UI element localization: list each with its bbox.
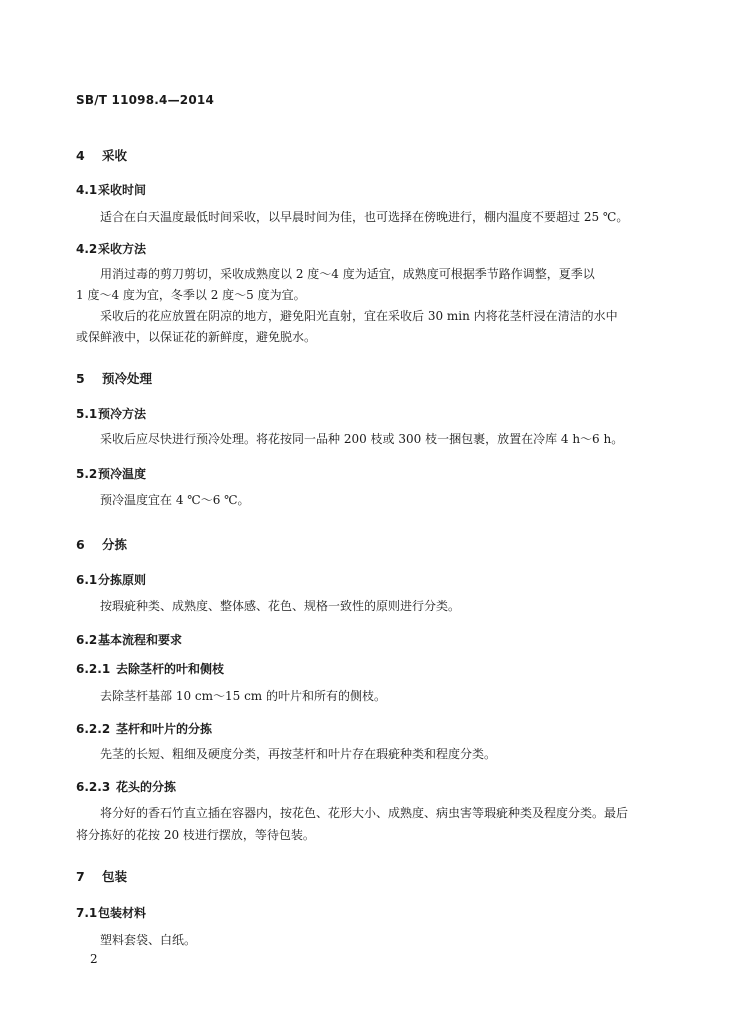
section-7-heading <box>76 867 127 885</box>
section-number: 5.2 <box>76 467 98 481</box>
section-number: 5.1 <box>76 407 98 421</box>
paragraph: 去除茎杆基部 10 cm～15 cm 的叶片和所有的侧枝。 <box>100 689 386 703</box>
section-title: 预冷方法 <box>98 407 147 421</box>
section-number: 6.2.1 <box>76 662 111 676</box>
section-title: 采收 <box>102 148 128 163</box>
section-title: 去除茎杆的叶和侧枝 <box>116 662 225 676</box>
section-title: 花头的分拣 <box>116 780 177 794</box>
section-title: 包装 <box>102 869 128 884</box>
section-5-2-heading <box>76 465 146 482</box>
section-6-2-heading <box>76 631 182 648</box>
paragraph-line: 将分好的香石竹直立插在容器内，按花色、花形大小、成熟度、病虫害等瑕疵种类及程度分类。最后 <box>100 806 629 820</box>
section-6-2-2-heading <box>76 720 212 737</box>
paragraph: 按瑕疵种类、成熟度、整体感、花色、规格一致性的原则进行分类。 <box>100 599 461 613</box>
section-title: 分拣原则 <box>98 573 147 587</box>
paragraph-line: 将分拣好的花按 20 枝进行摆放，等待包装。 <box>76 828 315 842</box>
section-title: 采收时间 <box>98 183 147 197</box>
section-number: 6.2.2 <box>76 722 111 736</box>
section-4-1-heading <box>76 181 146 198</box>
section-title: 预冷处理 <box>102 371 153 386</box>
section-number: 6 <box>76 537 85 552</box>
section-number: 7 <box>76 869 85 884</box>
paragraph: 预冷温度宜在 4 ℃～6 ℃。 <box>100 493 250 507</box>
paragraph-line: 采收后的花应放置在阴凉的地方，避免阳光直射，宜在采收后 30 min 内将花茎杆浸在清洁的水中 <box>100 309 618 323</box>
paragraph: 采收后应尽快进行预冷处理。将花按同一品种 200 枝或 300 枝一捆包裹，放置在冷库 4 h～6 h。 <box>100 432 624 446</box>
section-4-2-heading <box>76 240 146 257</box>
section-title: 茎杆和叶片的分拣 <box>116 722 213 736</box>
section-5-heading <box>76 369 152 387</box>
section-7-1-heading <box>76 904 146 921</box>
section-title: 基本流程和要求 <box>98 633 183 647</box>
section-4-heading <box>76 146 127 164</box>
paragraph-line: 1 度～4 度为宜，冬季以 2 度～5 度为宜。 <box>76 288 306 302</box>
section-number: 4.2 <box>76 242 98 256</box>
section-5-1-heading <box>76 405 146 422</box>
section-title: 采收方法 <box>98 242 147 256</box>
section-6-2-1-heading <box>76 660 224 677</box>
standard-code: SB/T 11098.4—2014 <box>76 93 214 107</box>
page-number: 2 <box>90 952 98 966</box>
section-6-heading <box>76 535 127 553</box>
paragraph: 先茎的长短、粗细及硬度分类，再按茎杆和叶片存在瑕疵种类和程度分类。 <box>100 747 497 761</box>
section-number: 6.2.3 <box>76 780 111 794</box>
section-number: 4 <box>76 148 85 163</box>
section-title: 预冷温度 <box>98 467 147 481</box>
paragraph: 塑料套袋、白纸。 <box>100 933 197 947</box>
section-title: 分拣 <box>102 537 128 552</box>
section-6-1-heading <box>76 571 146 588</box>
section-number: 5 <box>76 371 85 386</box>
section-number: 6.2 <box>76 633 98 647</box>
paragraph-line: 用消过毒的剪刀剪切，采收成熟度以 2 度～4 度为适宜，成熟度可根据季节路作调整，夏季以 <box>100 267 595 281</box>
section-number: 7.1 <box>76 906 98 920</box>
paragraph-line: 或保鲜液中，以保证花的新鲜度，避免脱水。 <box>76 330 317 344</box>
section-number: 6.1 <box>76 573 98 587</box>
section-number: 4.1 <box>76 183 98 197</box>
section-title: 包装材料 <box>98 906 147 920</box>
section-6-2-3-heading <box>76 778 176 795</box>
paragraph: 适合在白天温度最低时间采收，以早晨时间为佳，也可选择在傍晚进行，棚内温度不要超过 25 ℃。 <box>100 210 629 224</box>
